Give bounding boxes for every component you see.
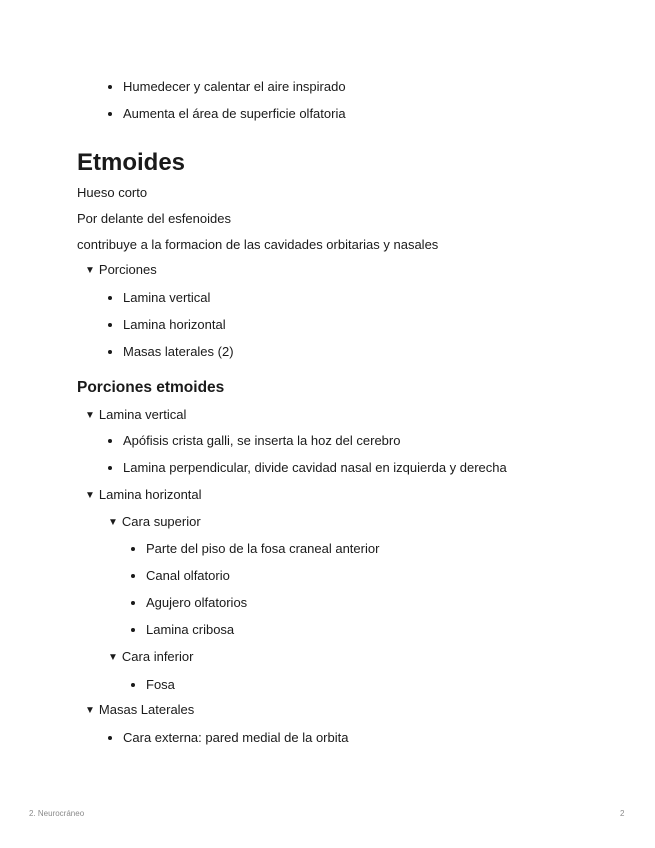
toggle-label: Cara superior (121, 514, 201, 529)
paragraph: contribuye a la formacion de las cavidades orbitarias y nasales (77, 237, 439, 252)
list-item: Lamina horizontal (123, 317, 226, 332)
paragraph: Hueso corto (77, 185, 148, 200)
list-item: Aumenta el área de superficie olfatoria (123, 106, 346, 121)
list-item: Parte del piso de la fosa craneal anterior (146, 541, 380, 556)
toggle-masas-laterales[interactable] (85, 702, 194, 720)
list-item: Cara externa: pared medial de la orbita (123, 730, 349, 745)
toggle-cara-superior[interactable] (108, 514, 201, 532)
list-item: Lamina vertical (123, 290, 211, 305)
toggle-label: Porciones (98, 262, 157, 277)
toggle-lamina-vertical[interactable] (85, 407, 186, 425)
section-heading-etmoides: Etmoides (77, 149, 186, 176)
list-item: Humedecer y calentar el aire inspirado (123, 79, 346, 94)
toggle-arrow-icon[interactable]: ▼ (85, 490, 95, 501)
toggle-arrow-icon[interactable]: ▼ (108, 652, 118, 663)
toggle-arrow-icon[interactable]: ▼ (85, 410, 95, 421)
toggle-label: Lamina horizontal (98, 487, 202, 502)
footer-section-title: 2. Neurocráneo (29, 809, 85, 818)
toggle-label: Cara inferior (121, 649, 194, 664)
list-item: Lamina cribosa (146, 622, 235, 637)
toggle-porciones[interactable] (85, 262, 157, 280)
toggle-label: Lamina vertical (98, 407, 187, 422)
list-item: Lamina perpendicular, divide cavidad nasal en izquierda y derecha (123, 460, 507, 475)
toggle-lamina-horizontal[interactable] (85, 487, 202, 505)
list-item: Agujero olfatorios (146, 595, 248, 610)
list-item: Fosa (146, 677, 175, 692)
paragraph: Por delante del esfenoides (77, 211, 231, 226)
footer-page-number: 2 (620, 809, 625, 818)
list-item: Masas laterales (2) (123, 344, 234, 359)
toggle-cara-inferior[interactable] (108, 649, 193, 667)
toggle-arrow-icon[interactable]: ▼ (85, 265, 95, 276)
toggle-label: Masas Laterales (98, 702, 195, 717)
toggle-arrow-icon[interactable]: ▼ (85, 705, 95, 716)
list-item: Canal olfatorio (146, 568, 230, 583)
list-item: Apófisis crista galli, se inserta la hoz del cerebro (123, 433, 401, 448)
toggle-arrow-icon[interactable]: ▼ (108, 517, 118, 528)
section-heading-porciones-etmoides: Porciones etmoides (77, 379, 225, 396)
